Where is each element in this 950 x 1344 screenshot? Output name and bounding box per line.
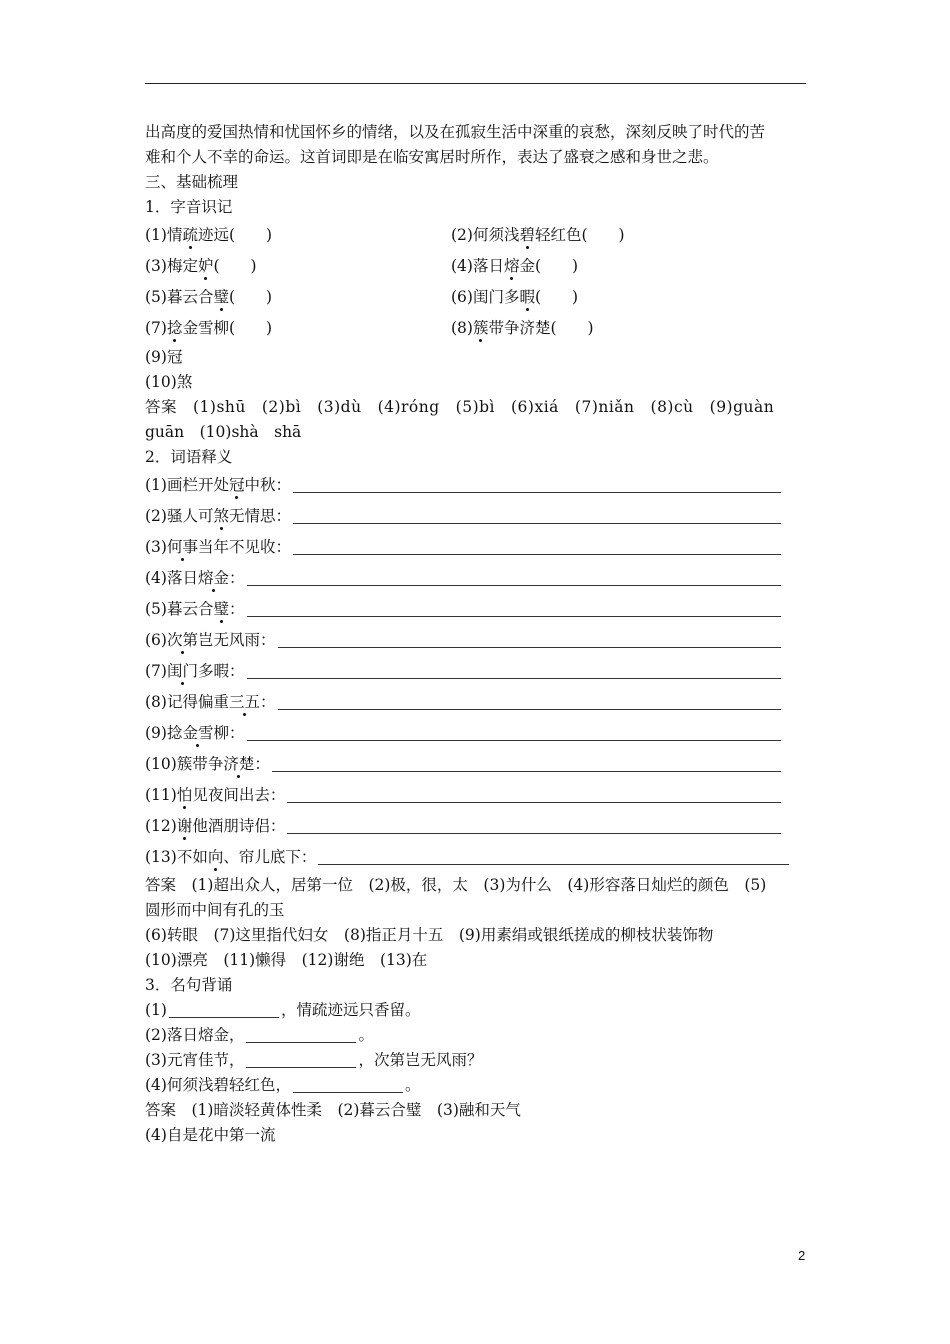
item-text: (7) (145, 662, 167, 680)
vocab-item (145, 501, 807, 532)
vocab-title: 2．词语释义 (145, 448, 233, 466)
item-text: (1) (145, 1001, 167, 1019)
emphasized-word: 向 (207, 848, 224, 866)
pronunciation-row (145, 220, 807, 251)
recite-item (145, 998, 807, 1023)
item-text: 中秋： (244, 476, 291, 494)
item-text: (4)落日 (451, 257, 504, 275)
emphasized-char: 妒 (197, 257, 214, 275)
item-text: (6)闺门多 (451, 288, 520, 306)
answer-fill-line[interactable] (247, 662, 781, 679)
recite-answer-line-1: 答案 (1)暗淡轻黄体性柔 (2)暮云合璧 (3)融和天气 (145, 1101, 521, 1119)
pronunciation-item (451, 220, 625, 251)
emphasized-char: 疏 (182, 226, 198, 244)
item-text: 迹远( ) (197, 226, 273, 244)
item-text: 他酒朋诗侣： (192, 817, 286, 835)
item-text: (9) (145, 724, 167, 742)
emphasized-word: 熔金 (197, 569, 229, 587)
vocab-prompt (145, 724, 245, 742)
answer-fill-line[interactable] (293, 476, 781, 493)
item-text: (7) (145, 319, 167, 337)
item-text: (12) (145, 817, 177, 835)
item-text: 。 (404, 1076, 421, 1094)
emphasized-word: 谢 (176, 817, 193, 835)
item-text: ，情疏迹远只香留。 (280, 1001, 421, 1019)
item-text: ： (254, 755, 270, 773)
pronunciation-title: 1．字音识记 (145, 198, 233, 216)
vocab-item (145, 811, 807, 842)
item-text: ： (228, 600, 245, 618)
item-text: (6) (145, 631, 167, 649)
intro-line-1: 出高度的爱国热情和忧国怀乡的情绪，以及在孤寂生活中深重的哀愁，深刻反映了时代的苦 (145, 123, 766, 141)
item-text: 金( ) (519, 257, 579, 275)
vocab-answer-line-3: (6)转眼 (7)这里指代妇女 (8)指正月十五 (9)用素绢或银纸搓成的柳枝状装饰物 (145, 926, 714, 944)
item-text: 多暇： (197, 662, 245, 680)
emphasized-char: 簇 (472, 319, 489, 337)
vocab-item (145, 718, 807, 749)
vocab-item (145, 563, 807, 594)
item-text: 。 (358, 1026, 374, 1044)
recite-blank[interactable] (293, 1077, 403, 1093)
recite-answer-line-2: (4)自是花中第一流 (145, 1126, 276, 1144)
emphasized-word: 煞 (213, 507, 229, 525)
item-text: (4)落日 (145, 569, 198, 587)
vocab-item (145, 687, 807, 718)
pronunciation-item (451, 251, 578, 282)
pronunciation-row (145, 251, 807, 282)
item-text: (13)不如 (145, 848, 208, 866)
page-number: 2 (798, 1248, 806, 1263)
recite-item (145, 1048, 807, 1073)
item-text: (2)落日熔金， (145, 1026, 245, 1044)
header-rule (145, 83, 806, 84)
emphasized-word: 三五 (228, 693, 260, 711)
recite-blank[interactable] (246, 1052, 356, 1068)
vocab-prompt (145, 507, 291, 525)
answer-fill-line[interactable] (293, 507, 781, 524)
vocab-item (145, 625, 807, 656)
emphasized-char: 熔 (503, 257, 520, 275)
vocab-item (145, 594, 807, 625)
emphasized-word: 捻金雪柳 (166, 724, 229, 742)
item-text: (11) (145, 786, 177, 804)
recite-title: 3．名句背诵 (145, 976, 233, 994)
item-text: 、帘儿底下： (223, 848, 317, 866)
item-text: ( ) (534, 288, 579, 306)
answer-fill-line[interactable] (278, 693, 781, 710)
item-text: (10)簇带争 (145, 755, 224, 773)
pronunciation-item-9: (9)冠 (145, 348, 183, 366)
item-text: ( ) (213, 257, 257, 275)
item-text: 金雪柳( ) (182, 319, 273, 337)
emphasized-char: 璧 (213, 288, 229, 306)
vocab-prompt (145, 786, 285, 804)
item-text: (8)记得偏重 (145, 693, 229, 711)
item-text: 岂无风雨： (197, 631, 276, 649)
vocab-item (145, 470, 807, 501)
emphasized-word: 璧 (213, 600, 229, 618)
answer-fill-line[interactable] (293, 538, 781, 555)
pronunciation-item (145, 319, 272, 337)
item-text: 轻红色( ) (534, 226, 625, 244)
item-text: ，次第岂无风雨？ (358, 1051, 483, 1069)
item-text: 带争济楚( ) (488, 319, 594, 337)
vocab-item (145, 842, 807, 873)
answer-fill-line[interactable] (287, 786, 781, 803)
answer-fill-line[interactable] (272, 755, 781, 772)
vocab-prompt (145, 600, 245, 618)
emphasized-word: 次第 (166, 631, 198, 649)
item-text: 见夜间出去： (192, 786, 286, 804)
pronunciation-answer-line-2: guān (10)shà shā (145, 423, 302, 441)
item-text: (1)画栏开处 (145, 476, 229, 494)
answer-fill-line[interactable] (247, 600, 781, 617)
vocab-prompt (145, 631, 276, 649)
vocab-prompt (145, 755, 270, 773)
section-3-title: 三、基础梳理 (145, 173, 239, 191)
item-text: (1)情 (145, 226, 183, 244)
recite-blank[interactable] (246, 1027, 356, 1043)
vocab-item (145, 532, 807, 563)
emphasized-char: 捻 (166, 319, 183, 337)
answer-fill-line[interactable] (287, 817, 781, 834)
item-text: (3)梅定 (145, 257, 198, 275)
pronunciation-answer-line-1: 答案 (1)shū (2)bì (3)dù (4)róng (5)bì (6)xiá (7)niǎn (8)cù (9)guàn (145, 398, 775, 416)
item-text: ： (259, 693, 276, 711)
item-text: 无情思： (228, 507, 291, 525)
intro-line-2: 难和个人不幸的命运。这首词即是在临安寓居时所作，表达了盛衰之感和身世之悲。 (145, 148, 719, 166)
item-text: 当年不见收： (197, 538, 291, 556)
item-text: (3)元宵佳节， (145, 1051, 245, 1069)
pronunciation-item (145, 226, 272, 244)
answer-fill-line[interactable] (278, 631, 781, 648)
emphasized-word: 怕 (176, 786, 193, 804)
vocab-prompt (145, 476, 291, 494)
item-text: ( ) (228, 288, 273, 306)
answer-fill-line[interactable] (247, 724, 781, 741)
vocab-item (145, 656, 807, 687)
item-text: (5)暮云合 (145, 288, 214, 306)
page-content (145, 120, 807, 1148)
vocab-prompt (145, 693, 276, 711)
vocab-answer-line-2: 圆形而中间有孔的玉 (145, 901, 285, 919)
vocab-item (145, 749, 807, 780)
vocab-items (145, 470, 807, 873)
recite-items (145, 998, 807, 1098)
emphasized-char: 暇 (519, 288, 535, 306)
emphasized-word: 何事 (166, 538, 198, 556)
item-text: (4)何须浅碧轻红色， (145, 1076, 291, 1094)
item-text: (3) (145, 538, 167, 556)
answer-fill-line[interactable] (318, 848, 789, 865)
pronunciation-items (145, 220, 807, 344)
item-text: (2)何须浅 (451, 226, 520, 244)
recite-item (145, 1073, 807, 1098)
item-text: (8) (451, 319, 473, 337)
vocab-prompt (145, 538, 291, 556)
answer-fill-line[interactable] (247, 569, 781, 586)
vocab-answer-line-1: 答案 (1)超出众人，居第一位 (2)极，很，太 (3)为什么 (4)形容落日灿烂的颜色 (5) (145, 876, 767, 894)
emphasized-word: 济楚 (223, 755, 255, 773)
vocab-answer-line-4: (10)漂亮 (11)懒得 (12)谢绝 (13)在 (145, 951, 428, 969)
vocab-prompt (145, 817, 285, 835)
item-text: (2)骚人可 (145, 507, 214, 525)
vocab-prompt (145, 662, 245, 680)
pronunciation-row (145, 282, 807, 313)
item-text: ： (228, 724, 245, 742)
pronunciation-item (451, 313, 594, 344)
pronunciation-item (145, 257, 257, 275)
emphasized-word: 闺门 (166, 662, 198, 680)
item-text: ： (228, 569, 245, 587)
recite-blank[interactable] (169, 1002, 279, 1018)
pronunciation-row (145, 313, 807, 344)
vocab-prompt (145, 848, 316, 866)
pronunciation-item (145, 288, 272, 306)
item-text: (5)暮云合 (145, 600, 214, 618)
pronunciation-item-10: (10)煞 (145, 373, 193, 391)
emphasized-char: 碧 (519, 226, 535, 244)
emphasized-word: 冠 (228, 476, 245, 494)
vocab-item (145, 780, 807, 811)
pronunciation-item (451, 282, 578, 313)
vocab-prompt (145, 569, 245, 587)
recite-item (145, 1023, 807, 1048)
